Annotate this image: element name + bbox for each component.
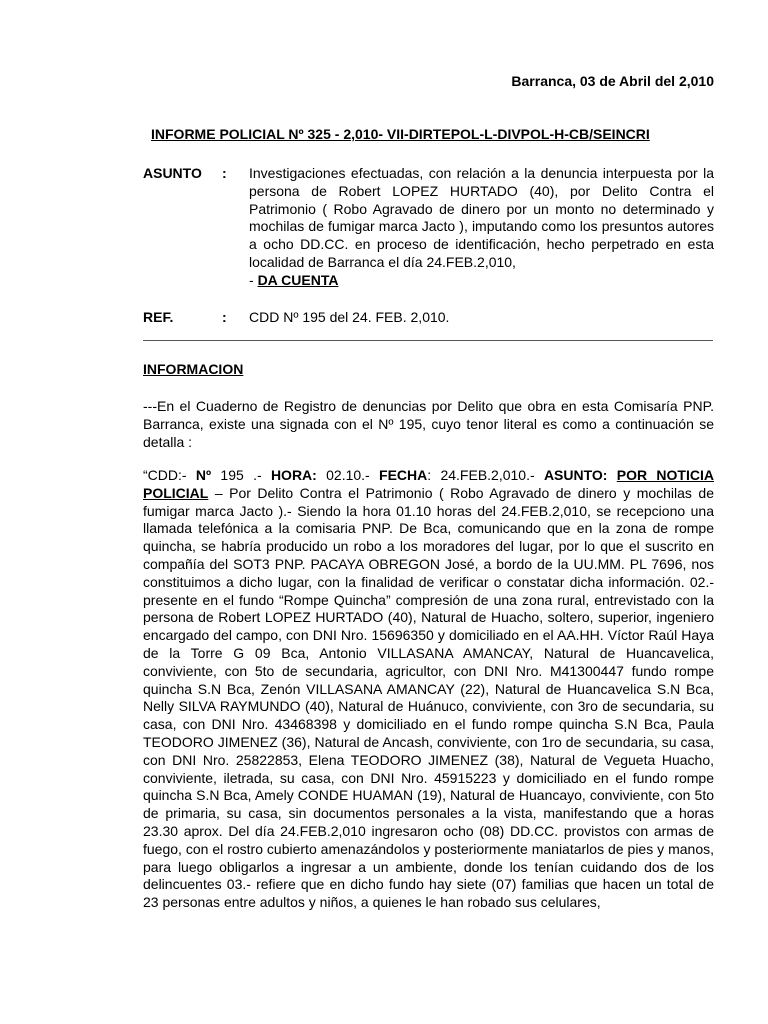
asunto-text-block [249,165,714,290]
da-cuenta: DA CUENTA [257,271,339,288]
date-text: , 03 de Abril del 2,010 [572,73,714,89]
hora-label: HORA: [270,467,317,483]
num-value: 195 .- [211,467,271,483]
ref-label: REF. [143,309,174,325]
informacion-paragraph-2 [143,467,714,912]
informacion-paragraph-1: ---En el Cuaderno de Registro de denuncias por Delito que obra en esta Comisaría PNP. Barranca, existe una signada con el Nº 195, cuyo tenor literal es como a continuación se detalla : [143,398,714,450]
fecha-value: : 24.FEB.2,010.- [427,467,544,483]
ref-colon: : [222,309,227,325]
document-date [511,73,714,89]
separator-line [143,340,713,341]
cdd-open: “CDD:- [143,467,196,483]
asunto-inline-label: ASUNTO: [543,467,608,483]
hora-value: 02.10.- [316,467,380,483]
informacion-heading: INFORMACION [143,361,244,377]
asunto-label: ASUNTO [143,165,202,181]
ref-text: CDD Nº 195 del 24. FEB. 2,010. [249,309,450,325]
report-title: INFORME POLICIAL Nº 325 - 2,010- VII-DIRTEPOL-L-DIVPOL-H-CB/SEINCRI [151,126,650,142]
asunto-inline-space [607,467,616,483]
paragraph-2-body: – Por Delito Contra el Patrimonio ( Robo Agravado de dinero y mochilas de fumigar marca Jacto ).- Siendo la hora 01.10 horas del 24.FEB.2,010, se recepciono una llamada telefónica a la comisaria PNP. De Bca, comunicando que en la zona de rompe quincha, se habría producido un robo a los moradores del lugar, por lo que el suscrito en compañía del SOT3 PNP. PACAYA OBREGON José, a bordo de la UU.MM. PL 7696, nos constituimos a dicho lugar, con la finalidad de verificar o constatar dicha información. 02.- presente en el fundo “Rompe Quincha” compresión de una zona rural, entrevistado con la persona de Robert LOPEZ HURTADO (40), Natural de Huacho, soltero, superior, ingeniero encargado del campo, con DNI Nro. 15696350 y domiciliado en el AA.HH. Víctor Raúl Haya de la Torre G 09 Bca, Antonio VILLASANA AMANCAY, Natural de Huancavelica, conviviente, con 5to de secundaria, agricultor, con DNI Nro. M41300447 fundo rompe quincha S.N Bca, Zenón VILLASANA AMANCAY (22), Natural de Huancavelica S.N Bca, Nelly SILVA RAYMUNDO (40), Natural de Huánuco, conviviente, con 3ro de secundaria, su casa, con DNI Nro. 43468398 y domiciliado en el fundo rompe quincha S.N Bca, Paula TEODORO JIMENEZ (36), Natural de Ancash, conviviente, con 1ro de secundaria, su casa, con DNI Nro. 25822853, Elena TEODORO JIMENEZ (38), Natural de Vegueta Huacho, conviviente, iletrada, su casa, con DNI Nro. 45915223 y domiciliado en el fundo rompe quincha S.N Bca, Amely CONDE HUAMAN (19), Natural de Huancayo, conviviente, con 5to de primaria, su casa, sin documentos personales a la vista, manifestando que a horas 23.30 aprox. Del día 24.FEB.2,010 ingresaron ocho (08) DD.CC. provistos con armas de fuego, con el rostro cubierto amenazándolos y posteriormente maniatarlos de pies y manos, para luego obligarlos a ingresar a un ambiente, donde los tenían cuidando dos de los delincuentes 03.- refiere que en dicho fundo hay siete (07) familias que hacen un total de 23 personas entre adultos y niños, a quienes le han robado sus celulares, [143,484,714,911]
fecha-label: FECHA [379,467,428,483]
por-noticia-policial: POR NOTICIA POLICIAL [143,467,714,501]
asunto-closing [249,272,714,290]
asunto-colon: : [222,165,227,181]
num-label: Nº [195,467,212,483]
asunto-dash: - [249,271,258,288]
date-place: Barranca [511,73,573,89]
asunto-text: Investigaciones efectuadas, con relación a la denuncia interpuesta por la persona de Robert LOPEZ HURTADO (40), por Delito Contra el Patrimonio ( Robo Agravado de dinero por un monto no determinado y mochilas de fumigar marca Jacto ), imputando como los presuntos autores a ocho DD.CC. en proceso de identificación, hecho perpetrado en esta localidad de Barranca el día 24.FEB.2,010, [249,165,714,270]
